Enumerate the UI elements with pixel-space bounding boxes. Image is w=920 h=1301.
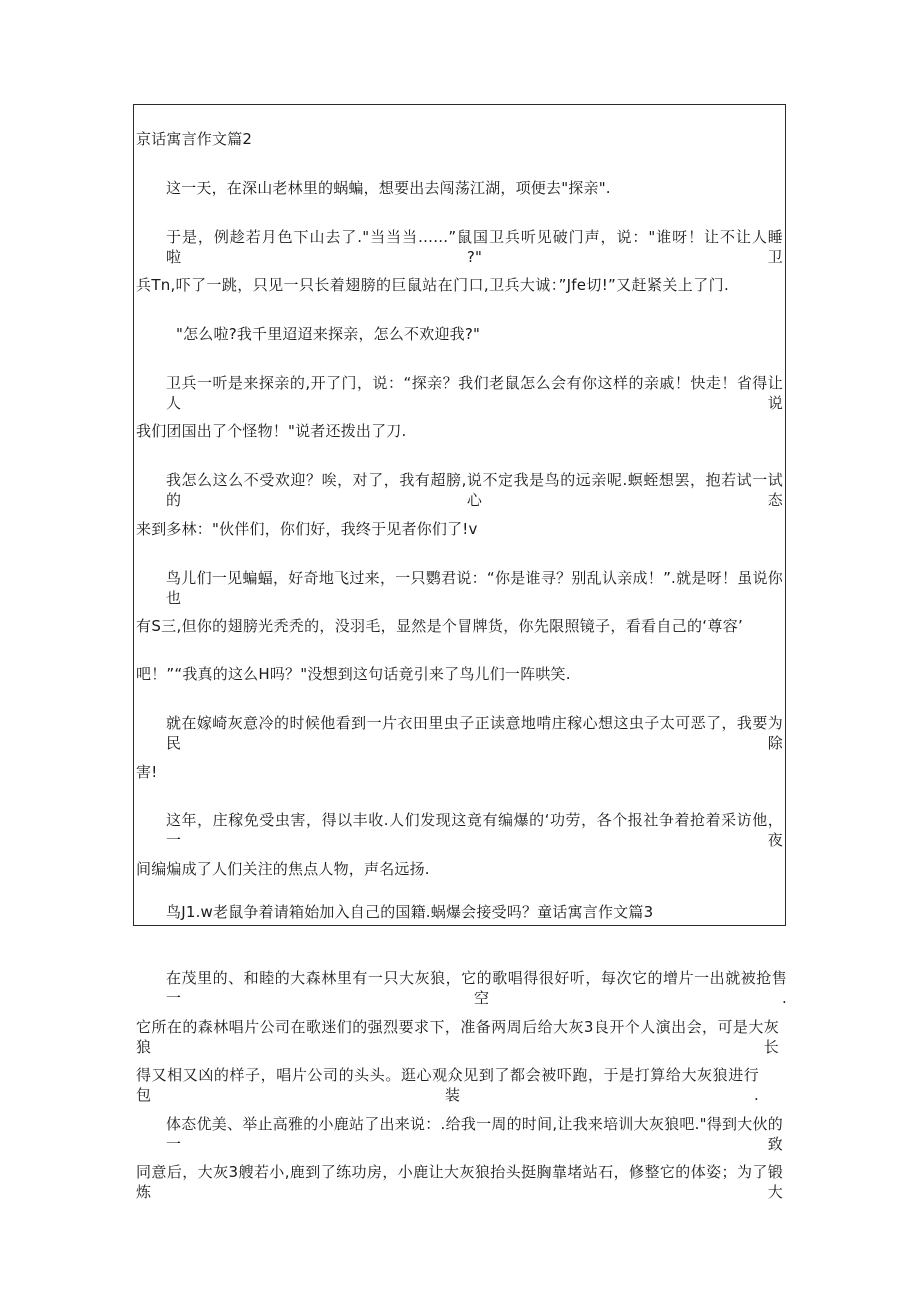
paragraph-line: 害!	[136, 763, 158, 781]
paragraph-line: 这一天，在深山老林里的蜗蝙，想要出去闯荡江湖，项便去"探亲".	[166, 179, 611, 197]
paragraph-line: 有S三,但你的翅膀光秃秃的，没羽毛，显然是个冒牌货，你先限照镜子，看看自己的‘尊容’	[136, 617, 743, 635]
paragraph-line: 鸟儿们一见蝙蝠，好奇地飞过来，一只鹦君说：“你是谁寻？别乱认亲成！”.就是呀！虽说你也	[166, 569, 783, 607]
paragraph-line: 鸟J1.w老鼠争着请箱始加入自己的国籍.蜗爆会接受吗？童话寓言作文篇3	[166, 903, 654, 921]
paragraph-line: 这年，庄稼免受虫害，得以丰收.人们发现这竟有编爆的‘功劳，各个报社争着抢着采访他，一夜	[166, 811, 783, 849]
section-heading: 京话寓言作文篇2	[136, 130, 253, 148]
paragraph-line: 间编煸成了人们关注的焦点人物，声名远扬.	[136, 860, 430, 878]
paragraph-line: 就在嫁崎灰意冷的时候他看到一片衣田里虫子正读意地啃庄稼心想这虫子太可恶了，我要为民除	[166, 714, 783, 752]
paragraph-line: 来到多林："伙伴们，你们好，我终于见者你们了!v	[136, 520, 478, 538]
body-line: 它所在的森林唱片公司在歌迷们的强烈要求下，准备两周后给大灰3良开个人演出会，可是大灰狼长	[136, 1018, 779, 1056]
body-line: 体态优美、举止高雅的小鹿站了出来说：.给我一周的时间,让我来培训大灰狼吧."得到大伙的一致	[166, 1115, 783, 1153]
body-line: 得又相又凶的样子，唱片公司的头头。逛心观众见到了都会被吓跑，于是打算给大灰狼进行包装.	[136, 1066, 759, 1104]
paragraph-line: 卫兵一听是来探亲的,开了门，说：“探亲？我们老鼠怎么会有你这样的亲戚！快走！省得让人说	[166, 374, 783, 412]
paragraph-line: 我们团国出了个怪物！"说者还拨出了刀.	[136, 422, 407, 440]
paragraph-line: "怎么啦?我千里迢迢来探亲，怎么不欢迎我?"	[176, 325, 481, 343]
paragraph-line: 吧！”“我真的这么H吗？"没想到这句话竟引来了鸟儿们一阵哄笑.	[136, 665, 571, 683]
body-line: 在茂里的、和睦的大森林里有一只大灰狼，它的歌唱得很好听，每次它的增片一出就被抢售一空.	[166, 969, 787, 1007]
paragraph-line: 我怎么这么不受欢迎？唉，对了，我有超膀,说不定我是鸟的远亲呢.螟蛭想罢，抱若试一试的心态	[166, 471, 783, 509]
body-line: 同意后，大灰3艘若小,鹿到了练功房，小鹿让大灰狼抬头挺胸靠堵站石，修整它的体姿；为了锻炼大	[136, 1163, 783, 1201]
paragraph-line: 于是，例趁若月色下山去了."当当当……”鼠国卫兵听见破门声，说："谁呀！让不让人睡啦?"卫	[166, 228, 783, 266]
paragraph-line: 兵Tn,吓了一跳，只见一只长着翅膀的巨鼠站在门口,卫兵大诚：”Jfe切!”又赶紧关上了门.	[136, 276, 729, 294]
